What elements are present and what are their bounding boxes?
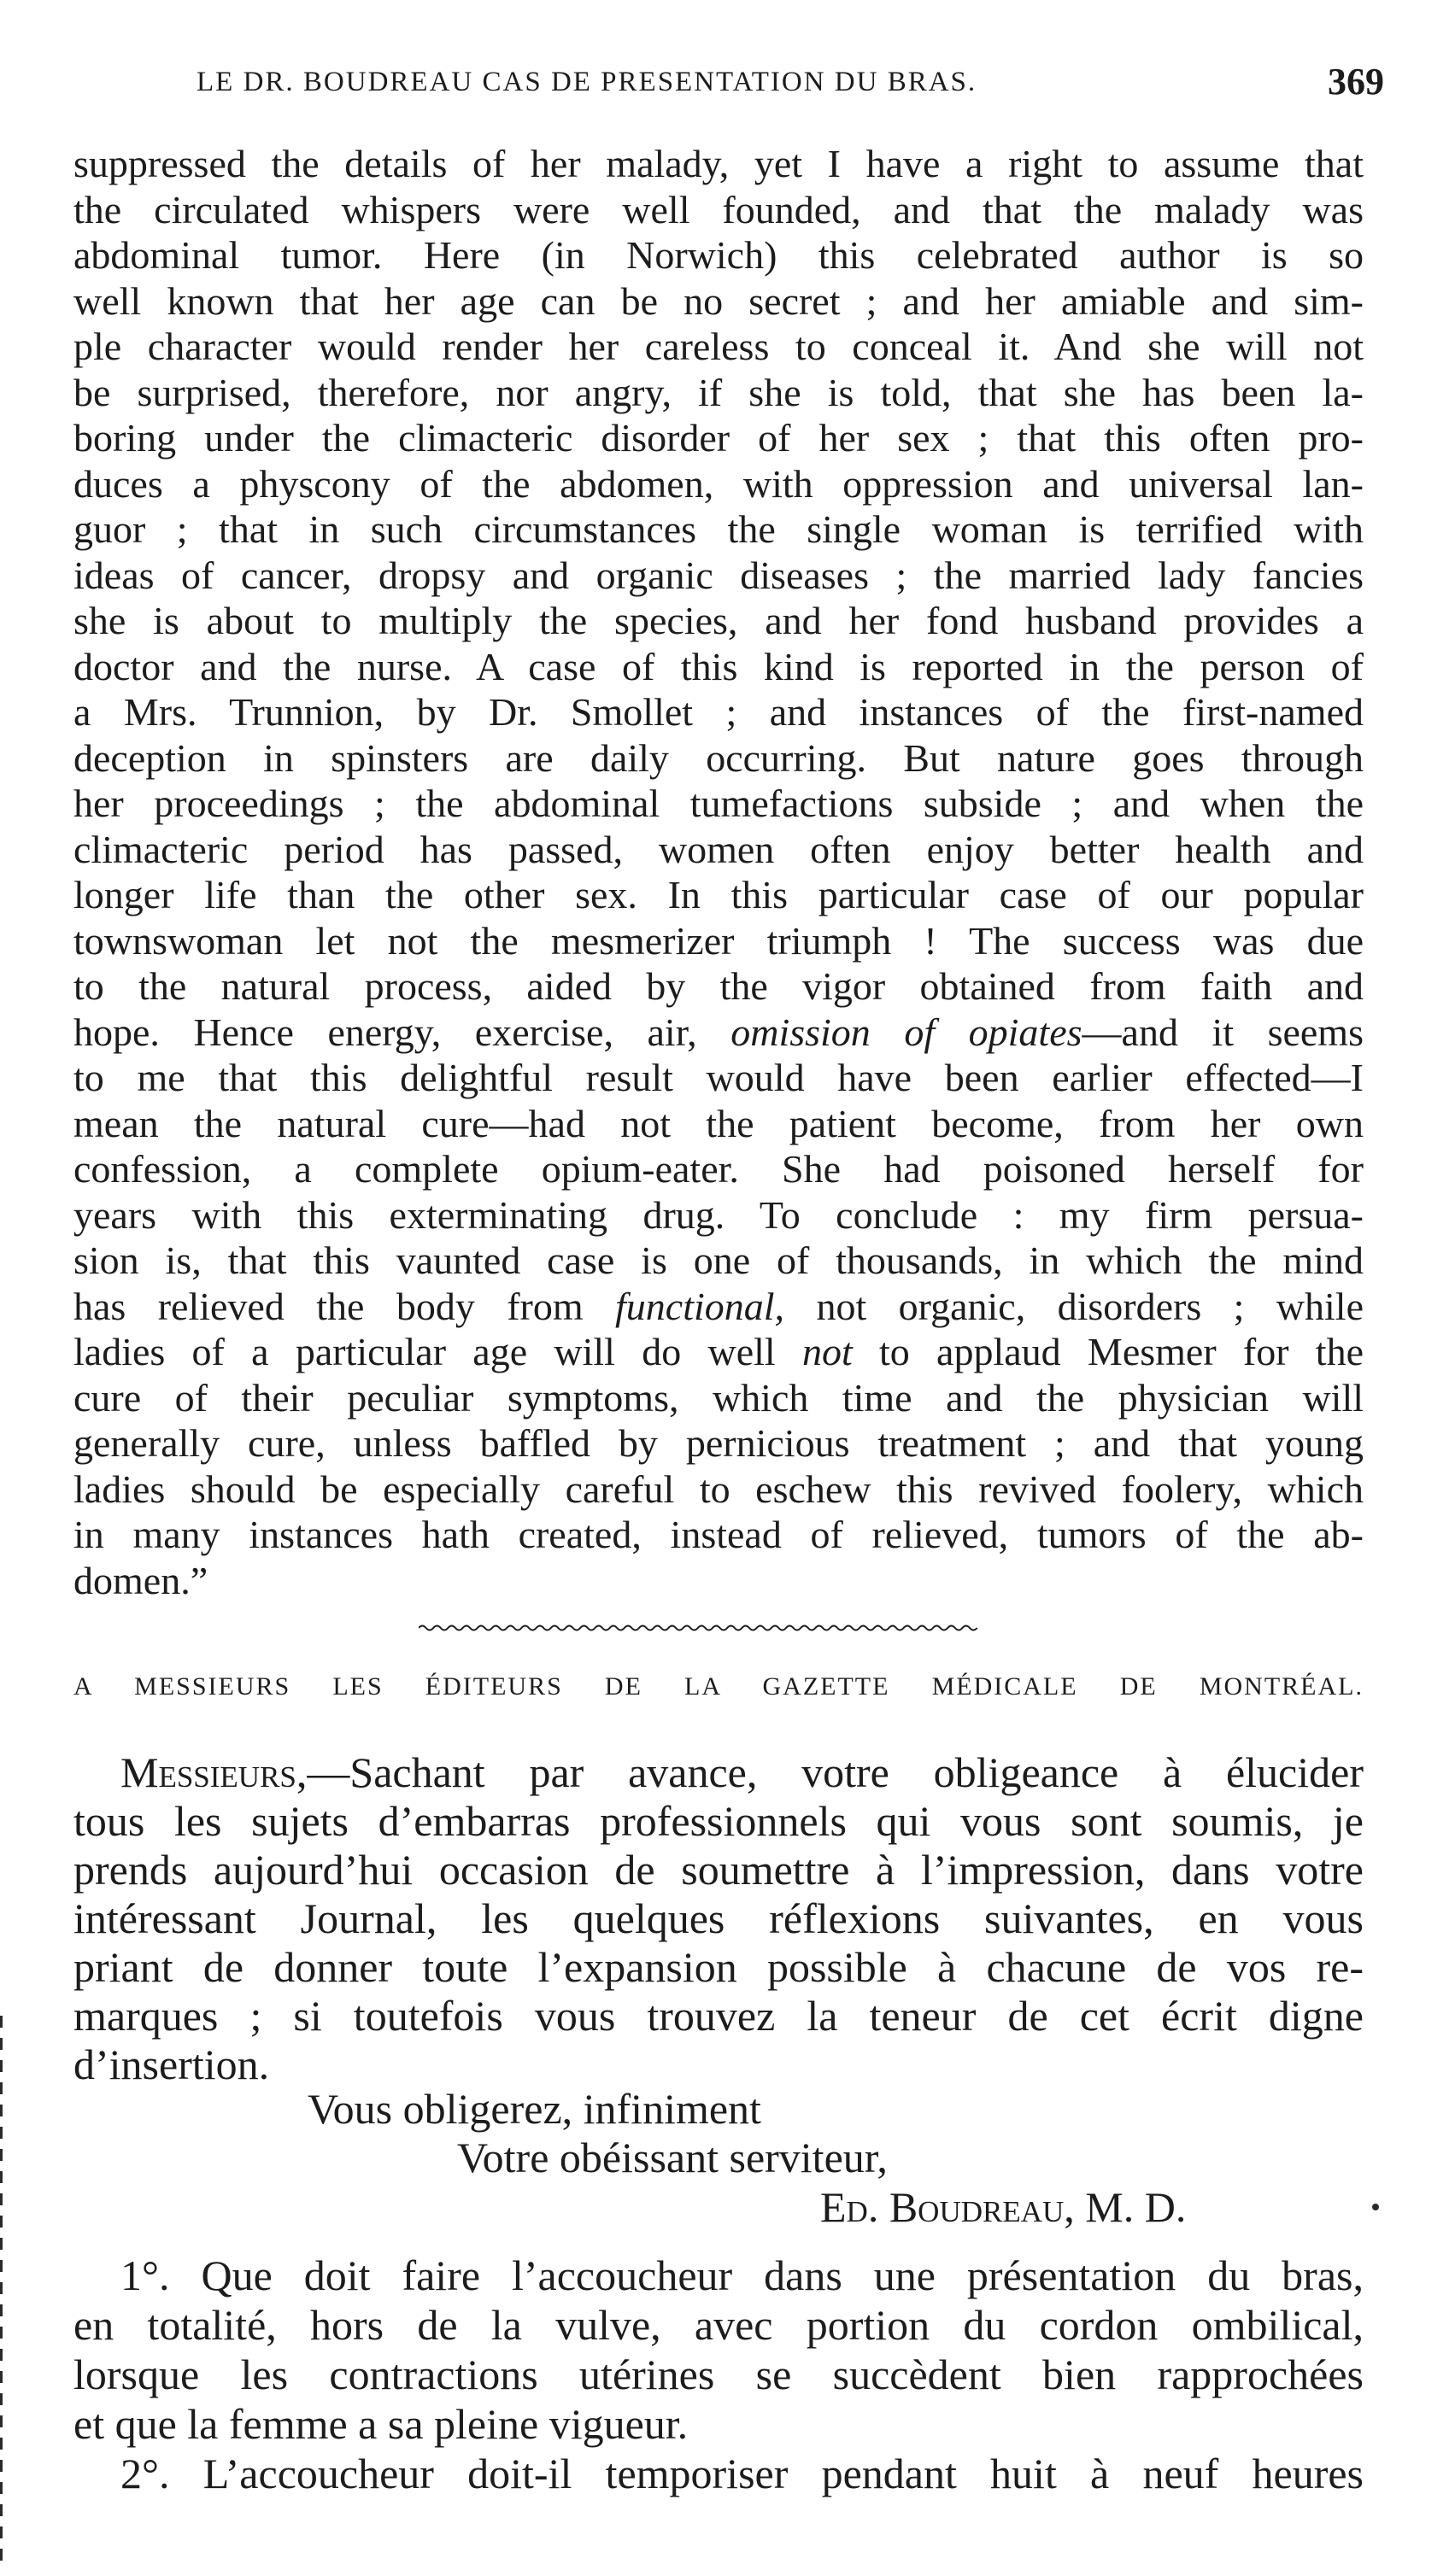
- text-line-with-salutation: [73, 1748, 1364, 1797]
- text-segment: ladies of a particular age will do well: [73, 1330, 776, 1373]
- text-line: prends aujourd’hui occasion de soumettre à l’impression, dans votre: [73, 1846, 1364, 1894]
- text-line: duces a physcony of the abdomen, with oppression and universal lan-: [73, 461, 1364, 506]
- text-line-with-italic: [73, 1010, 1364, 1056]
- text-line: a Mrs. Trunnion, by Dr. Smollet ; and instances of the first-named: [73, 690, 1364, 734]
- text-line: well known that her age can be no secret ; and her amiable and sim-: [73, 278, 1364, 323]
- running-title: LE DR. BOUDREAU CAS DE PRESENTATION DU BRAS.: [197, 67, 977, 97]
- italic-phrase: not: [801, 1330, 853, 1373]
- text-line: years with this exterminating drug. To conclude : my firm persua-: [73, 1192, 1364, 1237]
- question-line: et que la femme a sa pleine vigueur.: [73, 2400, 689, 2448]
- letter-body: [73, 1748, 1364, 2089]
- text-line: she is about to multiply the species, and her fond husband provides a: [73, 599, 1364, 642]
- text-line: tous les sujets d’embarras professionnels qui vous sont soumis, je: [73, 1797, 1364, 1845]
- text-segment: has relieved the body from: [73, 1284, 584, 1328]
- text-line: generally cure, unless baffled by pernicious treatment ; and that young: [73, 1421, 1364, 1465]
- italic-phrase: omission of opiates: [730, 1010, 1082, 1054]
- text-line: confession, a complete opium-eater. She had poisoned herself for: [73, 1147, 1364, 1191]
- text-line: townswoman let not the mesmerizer triumph ! The success was due: [73, 918, 1364, 963]
- text-line: abdominal tumor. Here (in Norwich) this celebrated author is so: [73, 233, 1364, 277]
- text-line: be surprised, therefore, nor angry, if she is told, that she has been la-: [73, 370, 1364, 414]
- text-segment: to applaud Mesmer for the: [852, 1330, 1364, 1373]
- text-line: sion is, that this vaunted case is one of thousands, in which the mind: [73, 1238, 1364, 1282]
- text-line: longer life than the other sex. In this particular case of our popular: [73, 873, 1364, 916]
- text-segment: not organic, disorders ; while: [784, 1284, 1364, 1328]
- text-line: to me that this delightful result would have been earlier effected—I: [73, 1056, 1364, 1099]
- question-line: en totalité, hors de la vulve, avec portion du cordon ombilical,: [73, 2301, 1364, 2349]
- text-line: mean the natural cure—had not the patient become, from her own: [73, 1101, 1364, 1145]
- question-line: lorsque les contractions utérines se succèdent bien rapprochées: [73, 2351, 1364, 2398]
- text-line: guor ; that in such circumstances the single woman is terrified with: [73, 507, 1364, 551]
- text-line: to the natural process, aided by the vigor obtained from faith and: [73, 964, 1364, 1008]
- closing-line: Votre obéissant serviteur,: [457, 2134, 888, 2181]
- signature: Ed. Boudreau, M. D.: [820, 2183, 1187, 2231]
- page-number: 369: [1328, 61, 1384, 102]
- question-line: 1°. Que doit faire l’accoucheur dans une présentation du bras,: [120, 2251, 1364, 2299]
- text-line-with-italic: [73, 1329, 1364, 1375]
- text-line: climacteric period has passed, women often enjoy better health and: [73, 827, 1364, 871]
- text-line: deception in spinsters are daily occurring. But nature goes through: [73, 735, 1364, 780]
- text-segment: —and it seems: [1082, 1010, 1364, 1054]
- salutation: Messieurs,: [120, 1748, 308, 1796]
- margin-dot: [1372, 2204, 1379, 2210]
- question-line: 2°. L’accoucheur doit-il temporiser pendant huit à neuf heures: [120, 2450, 1364, 2497]
- text-line: priant de donner toute l’expansion possible à chacune de vos re-: [73, 1943, 1364, 1991]
- italic-phrase: functional,: [615, 1284, 785, 1328]
- binding-edge-rule: [0, 2016, 3, 2562]
- questions-list: [73, 2251, 1364, 2498]
- letter-heading: A MESSIEURS LES ÉDITEURS DE LA GAZETTE MÉDICALE DE MONTRÉAL.: [73, 1672, 1364, 1701]
- english-paragraph: [73, 141, 1364, 1603]
- text-line: in many instances hath created, instead of relieved, tumors of the ab-: [73, 1513, 1364, 1556]
- text-line: boring under the climacteric disorder of her sex ; that this often pro-: [73, 416, 1364, 460]
- text-line: ple character would render her careless to conceal it. And she will not: [73, 325, 1364, 368]
- text-line: cure of their peculiar symptoms, which time and the physician will: [73, 1375, 1364, 1420]
- text-line: doctor and the nurse. A case of this kind is reported in the person of: [73, 644, 1364, 688]
- text-segment: hope. Hence energy, exercise, air,: [73, 1010, 697, 1054]
- text-line: d’insertion.: [73, 2040, 270, 2088]
- text-line: the circulated whispers were well founded, and that the malady was: [73, 187, 1364, 231]
- text-line: domen.”: [73, 1558, 208, 1602]
- wavy-divider: [419, 1623, 1008, 1633]
- text-line: her proceedings ; the abdominal tumefactions subside ; and when the: [73, 782, 1364, 825]
- text-line: intéressant Journal, les quelques réflexions suivantes, en vous: [73, 1894, 1364, 1942]
- text-line: suppressed the details of her malady, yet I have a right to assume that: [73, 142, 1364, 185]
- text-line: ideas of cancer, dropsy and organic diseases ; the married lady fancies: [73, 553, 1364, 597]
- text-line-with-italic: [73, 1284, 1364, 1330]
- closing-line: Vous obligerez, infiniment: [308, 2085, 761, 2133]
- text-line: marques ; si toutefois vous trouvez la teneur de cet écrit digne: [73, 1992, 1364, 2040]
- text-line: ladies should be especially careful to eschew this revived foolery, which: [73, 1467, 1364, 1511]
- text-segment: —Sachant par avance, votre obligeance à élucider: [307, 1748, 1364, 1796]
